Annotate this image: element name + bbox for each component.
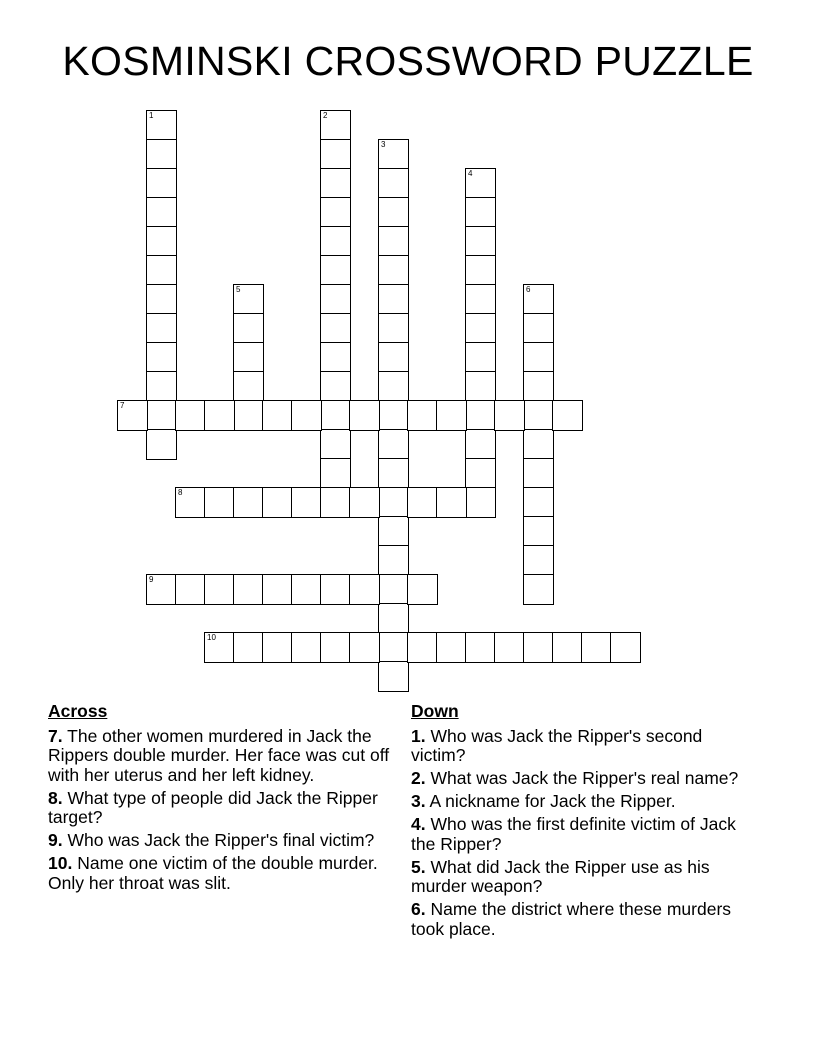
grid-cell[interactable] [465, 487, 496, 518]
grid-cell[interactable] [320, 371, 351, 402]
grid-cell[interactable] [204, 487, 235, 518]
down-heading: Down [411, 701, 459, 721]
grid-cell[interactable] [465, 226, 496, 257]
grid-cell[interactable] [320, 429, 351, 460]
grid-cell[interactable] [465, 284, 496, 315]
grid-cell[interactable] [320, 139, 351, 170]
grid-cell[interactable] [233, 574, 264, 605]
grid-cell[interactable] [175, 574, 206, 605]
grid-cell[interactable] [233, 284, 264, 315]
grid-cell[interactable] [320, 197, 351, 228]
grid-cell[interactable] [436, 400, 467, 431]
grid-cell[interactable] [552, 400, 583, 431]
clue-text: Who was Jack the Ripper's final victim? [67, 830, 375, 850]
grid-cell[interactable] [146, 284, 177, 315]
grid-cell[interactable] [523, 632, 554, 663]
grid-cell[interactable] [378, 313, 409, 344]
grid-cell[interactable] [291, 632, 322, 663]
grid-cell[interactable] [349, 574, 380, 605]
grid-cell[interactable] [465, 458, 496, 489]
grid-cell[interactable] [523, 487, 554, 518]
grid-cell[interactable] [378, 458, 409, 489]
cell-number: 7 [120, 401, 125, 410]
grid-cell[interactable] [523, 574, 554, 605]
grid-cell[interactable] [146, 110, 177, 141]
grid-cell[interactable] [378, 400, 409, 431]
grid-cell[interactable] [378, 603, 409, 634]
grid-cell[interactable] [465, 429, 496, 460]
grid-cell[interactable] [378, 487, 409, 518]
clue-number: 2. [411, 768, 426, 788]
grid-cell[interactable] [378, 197, 409, 228]
grid-cell[interactable] [407, 632, 438, 663]
grid-cell[interactable] [320, 574, 351, 605]
grid-cell[interactable] [204, 574, 235, 605]
grid-cell[interactable] [146, 400, 177, 431]
cell-number: 10 [207, 633, 216, 642]
grid-cell[interactable] [349, 487, 380, 518]
grid-cell[interactable] [378, 516, 409, 547]
grid-cell[interactable] [378, 371, 409, 402]
grid-cell[interactable] [378, 139, 409, 170]
cell-number: 4 [468, 169, 473, 178]
grid-cell[interactable] [465, 255, 496, 286]
grid-cell[interactable] [378, 255, 409, 286]
clue-number: 4. [411, 814, 426, 834]
grid-cell[interactable] [146, 429, 177, 460]
clue-number: 9. [48, 830, 63, 850]
grid-cell[interactable] [407, 400, 438, 431]
grid-cell[interactable] [378, 342, 409, 373]
grid-cell[interactable] [320, 632, 351, 663]
clue-number: 10. [48, 853, 73, 873]
clue-text: Name one victim of the double murder. Only her throat was slit. [48, 853, 378, 893]
across-clues [48, 702, 406, 897]
clue-number: 3. [411, 791, 426, 811]
grid-cell[interactable] [320, 458, 351, 489]
grid-cell[interactable] [175, 400, 206, 431]
cell-number: 1 [149, 111, 154, 120]
clue-down-2 [411, 769, 756, 789]
grid-cell[interactable] [233, 371, 264, 402]
grid-cell[interactable] [378, 545, 409, 576]
grid-cell[interactable] [465, 342, 496, 373]
across-heading: Across [48, 701, 108, 721]
grid-cell[interactable] [436, 487, 467, 518]
clue-text: A nickname for Jack the Ripper. [429, 791, 676, 811]
grid-cell[interactable] [320, 400, 351, 431]
grid-cell[interactable] [233, 632, 264, 663]
grid-cell[interactable] [204, 400, 235, 431]
grid-cell[interactable] [407, 487, 438, 518]
clue-down-1 [411, 727, 756, 766]
grid-cell[interactable] [320, 342, 351, 373]
clue-down-3 [411, 792, 756, 812]
grid-cell[interactable] [233, 487, 264, 518]
clue-text: What did Jack the Ripper use as his murder weapon? [411, 856, 710, 896]
grid-cell[interactable] [378, 429, 409, 460]
grid-cell[interactable] [465, 197, 496, 228]
down-clues [411, 702, 756, 943]
cell-number: 6 [526, 285, 531, 294]
clue-across-7 [48, 727, 406, 786]
grid-cell[interactable] [523, 400, 554, 431]
grid-cell[interactable] [378, 226, 409, 257]
grid-cell[interactable] [320, 255, 351, 286]
page-title: KOSMINSKI CROSSWORD PUZZLE [62, 38, 754, 84]
clue-number: 1. [411, 725, 426, 746]
grid-cell[interactable] [262, 487, 293, 518]
grid-cell[interactable] [204, 632, 235, 663]
grid-cell[interactable] [378, 574, 409, 605]
grid-cell[interactable] [378, 632, 409, 663]
grid-cell[interactable] [146, 168, 177, 199]
grid-cell[interactable] [523, 371, 554, 402]
grid-cell[interactable] [262, 632, 293, 663]
grid-cell[interactable] [262, 574, 293, 605]
grid-cell[interactable] [175, 487, 206, 518]
grid-cell[interactable] [378, 168, 409, 199]
grid-cell[interactable] [378, 284, 409, 315]
clue-number: 5. [411, 856, 426, 877]
cell-number: 8 [178, 488, 183, 497]
cell-number: 9 [149, 575, 154, 584]
grid-cell[interactable] [407, 574, 438, 605]
clue-number: 7. [48, 725, 63, 746]
clue-across-10 [48, 854, 406, 893]
grid-cell[interactable] [146, 574, 177, 605]
clue-text: Who was Jack the Ripper's second victim? [411, 725, 703, 765]
grid-cell[interactable] [610, 632, 641, 663]
grid-cell[interactable] [233, 342, 264, 373]
grid-cell[interactable] [146, 342, 177, 373]
grid-cell[interactable] [465, 400, 496, 431]
cell-number: 3 [381, 140, 386, 149]
grid-cell[interactable] [523, 545, 554, 576]
cell-number: 5 [236, 285, 241, 294]
grid-cell[interactable] [465, 168, 496, 199]
grid-cell[interactable] [146, 197, 177, 228]
clue-text: The other women murdered in Jack the Rippers double murder. Her face was cut off with her uterus and her left kidney. [48, 725, 390, 785]
grid-cell[interactable] [494, 400, 525, 431]
grid-cell[interactable] [320, 487, 351, 518]
clue-across-8 [48, 789, 406, 828]
grid-cell[interactable] [349, 400, 380, 431]
clue-text: What type of people did Jack the Ripper target? [48, 787, 378, 827]
grid-cell[interactable] [146, 139, 177, 170]
clue-across-9 [48, 831, 406, 851]
grid-cell[interactable] [146, 226, 177, 257]
grid-cell[interactable] [523, 429, 554, 460]
grid-cell[interactable] [146, 313, 177, 344]
grid-cell[interactable] [320, 168, 351, 199]
grid-cell[interactable] [436, 632, 467, 663]
grid-cell[interactable] [291, 487, 322, 518]
grid-cell[interactable] [349, 632, 380, 663]
grid-cell[interactable] [523, 342, 554, 373]
grid-cell[interactable] [320, 284, 351, 315]
grid-cell[interactable] [146, 371, 177, 402]
grid-cell[interactable] [291, 574, 322, 605]
grid-cell[interactable] [581, 632, 612, 663]
clue-text: Name the district where these murders took place. [411, 899, 732, 939]
clue-number: 6. [411, 899, 426, 919]
grid-cell[interactable] [465, 371, 496, 402]
clue-down-6 [411, 900, 756, 939]
grid-cell[interactable] [523, 284, 554, 315]
grid-cell[interactable] [494, 632, 525, 663]
grid-cell[interactable] [378, 661, 409, 692]
grid-cell[interactable] [146, 255, 177, 286]
grid-cell[interactable] [320, 110, 351, 141]
grid-cell[interactable] [320, 226, 351, 257]
grid-cell[interactable] [523, 313, 554, 344]
clue-number: 8. [48, 787, 63, 808]
grid-cell[interactable] [117, 400, 148, 431]
clue-down-5 [411, 858, 756, 897]
grid-cell[interactable] [233, 313, 264, 344]
grid-cell[interactable] [523, 458, 554, 489]
grid-cell[interactable] [465, 313, 496, 344]
grid-cell[interactable] [262, 400, 293, 431]
grid-cell[interactable] [291, 400, 322, 431]
grid-cell[interactable] [523, 516, 554, 547]
clue-text: Who was the first definite victim of Jack the Ripper? [411, 814, 736, 854]
grid-cell[interactable] [552, 632, 583, 663]
grid-cell[interactable] [320, 313, 351, 344]
grid-cell[interactable] [233, 400, 264, 431]
clue-text: What was Jack the Ripper's real name? [430, 768, 739, 788]
cell-number: 2 [323, 111, 328, 120]
clue-down-4 [411, 815, 756, 854]
grid-cell[interactable] [465, 632, 496, 663]
